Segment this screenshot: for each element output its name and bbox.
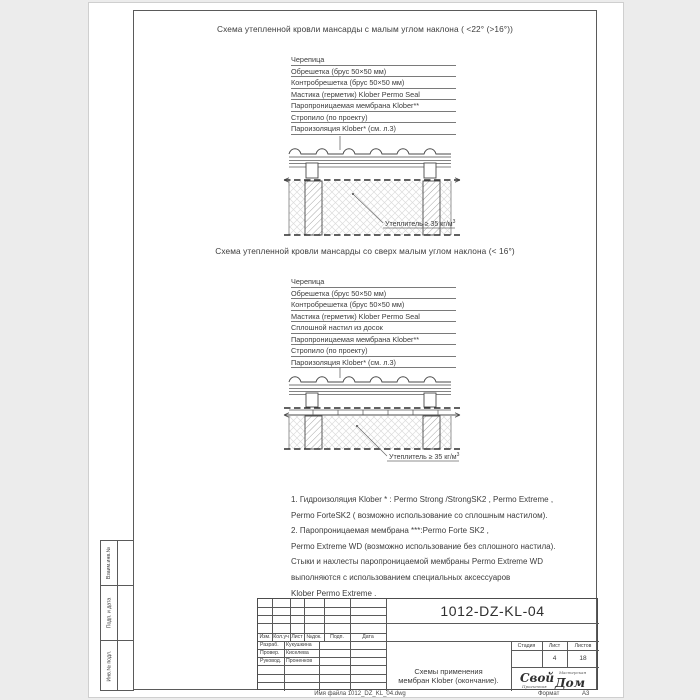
roof-section-2-drawing <box>283 368 473 480</box>
stamp-line <box>258 665 386 666</box>
tile-profile <box>289 377 451 382</box>
drawing-title <box>386 641 511 691</box>
stamp-role: Руковод. <box>260 658 282 664</box>
note-line: 1. Гидроизоляция Klober * : Permo Strong /StrongSK2 , Permo Extreme , <box>291 495 554 504</box>
rafter-left <box>305 416 322 449</box>
document-number: 1012-DZ-KL-04 <box>440 603 545 619</box>
sheet-value: 4 <box>552 655 557 662</box>
title-block <box>257 598 598 690</box>
stamp-header-ndok: №док. <box>306 634 322 640</box>
strip-label: Инв.№ подл. <box>106 650 112 681</box>
format-label: Формат <box>538 691 560 697</box>
stamp-name: Киселева <box>286 650 309 656</box>
callout-label: Пароизоляция Klober* (см. л.3) <box>291 123 456 135</box>
strip-cell-podp <box>100 585 134 641</box>
stamp-line <box>258 623 386 624</box>
callout-label: Черепица <box>291 276 456 288</box>
callout-label: Обрешетка (брус 50×50 мм) <box>291 288 456 300</box>
callout-label: Контробрешетка (брус 50×50 мм) <box>291 77 456 89</box>
roof-section-1-drawing <box>283 136 473 242</box>
callout-label: Черепица <box>291 54 456 66</box>
counter-batten-right <box>424 163 436 178</box>
strip-divider <box>117 586 118 640</box>
stamp-line <box>258 607 386 608</box>
sheets-value: 18 <box>579 655 587 662</box>
logo-word2: Дом <box>555 676 586 690</box>
counter-batten-left <box>306 393 318 407</box>
note-line: Стыки и нахлесты паропроницаемой мембраны Permo Extreme WD <box>291 557 543 567</box>
strip-divider <box>117 641 118 690</box>
section1-title: Схема утепленной кровли мансарды с малым углом наклона ( <22° (>16°)) <box>217 24 513 34</box>
counter-batten-left <box>306 163 318 178</box>
tile-profile <box>289 149 451 154</box>
note-line: выполняются с использованием специальных аксессуаров <box>291 572 511 582</box>
stamp-header-podp: Подп. <box>330 634 344 640</box>
stamp-line <box>350 641 351 691</box>
callout-label: Мастика (герметик) Klober Permo Seal <box>291 311 456 323</box>
stamp-line <box>386 623 599 624</box>
note-line: Permo Extreme WD (возможно использование без сплошного настила). <box>291 541 556 551</box>
stamp-header-list: Лист <box>291 634 303 640</box>
section1-callouts <box>291 54 456 135</box>
notes-block <box>291 492 571 601</box>
stamp-line <box>258 674 386 675</box>
logo-word1: Свой <box>520 671 555 685</box>
note-line: Klober Permo Extreme . <box>291 588 377 598</box>
stamp-name: Кукушкина <box>286 642 312 648</box>
stamp-role: Разраб. <box>260 642 279 648</box>
stamp-role: Провер. <box>260 650 280 656</box>
rafter-right <box>423 416 440 449</box>
sheet-label: Лист <box>548 642 561 649</box>
stamp-line <box>258 682 386 683</box>
strip-cell-vzaim <box>100 540 134 586</box>
deck-board-layer <box>289 410 451 415</box>
callout-label: Стропило (по проекту) <box>291 112 456 124</box>
stamp-header-izm: Изм. <box>259 634 271 640</box>
format-value: А3 <box>582 691 590 697</box>
strip-label: Подп. и дата <box>106 597 112 629</box>
callout-label: Паропроницаемая мембрана Klober** <box>291 334 456 346</box>
stamp-header-data: Дата <box>362 634 374 640</box>
drawing-title-line1: Схемы применения <box>414 666 483 676</box>
stamp-name: Проненков <box>286 658 313 664</box>
callout-label: Стропило (по проекту) <box>291 345 456 357</box>
file-name-label: Имя файла 1012_DZ_KL_04.dwg <box>314 691 406 697</box>
note-line: Permo ForteSK2 ( возможно использование со сплошным настилом). <box>291 510 548 520</box>
strip-label: Взаим.инв.№ <box>106 546 112 580</box>
note-line: 2. Паропроницаемая мембрана ***:Permo Forte SK2 , <box>291 526 489 536</box>
section2-title: Схема утепленной кровли мансарды со сверх малым углом наклона (< 16°) <box>215 246 515 256</box>
callout-label: Паропроницаемая мембрана Klober** <box>291 100 456 112</box>
logo-small-top: Мастерская <box>559 670 587 675</box>
stamp-line <box>319 641 320 691</box>
callout-label: Пароизоляция Klober* (см. л.3) <box>291 357 456 369</box>
callout-label: Мастика (герметик) Klober Permo Seal <box>291 89 456 101</box>
stamp-header-koluch: Кол.уч <box>273 634 289 640</box>
counter-batten-right <box>424 393 436 407</box>
callout-label: Сплошной настил из досок <box>291 322 456 334</box>
drawing-title-line2: мембран Klober (окончание). <box>398 676 499 685</box>
company-logo <box>511 667 599 691</box>
insulation-label: Утеплитель ≥ 35 $кг/м^3$ <box>389 452 460 461</box>
stamp-line <box>258 615 386 616</box>
sheets-label: Листов <box>574 642 592 649</box>
strip-cell-inv <box>100 640 134 691</box>
callout-label: Контробрешетка (брус 50×50 мм) <box>291 299 456 311</box>
logo-small-bottom: Проектная <box>522 684 547 689</box>
insulation-label: Утеплитель ≥ 35 $кг/м^3$ <box>385 219 456 228</box>
section2-callouts <box>291 276 456 368</box>
callout-label: Обрешетка (брус 50×50 мм) <box>291 66 456 78</box>
strip-divider <box>117 541 118 585</box>
stage-label: Стадия <box>517 642 536 649</box>
rafter-left <box>305 181 322 235</box>
